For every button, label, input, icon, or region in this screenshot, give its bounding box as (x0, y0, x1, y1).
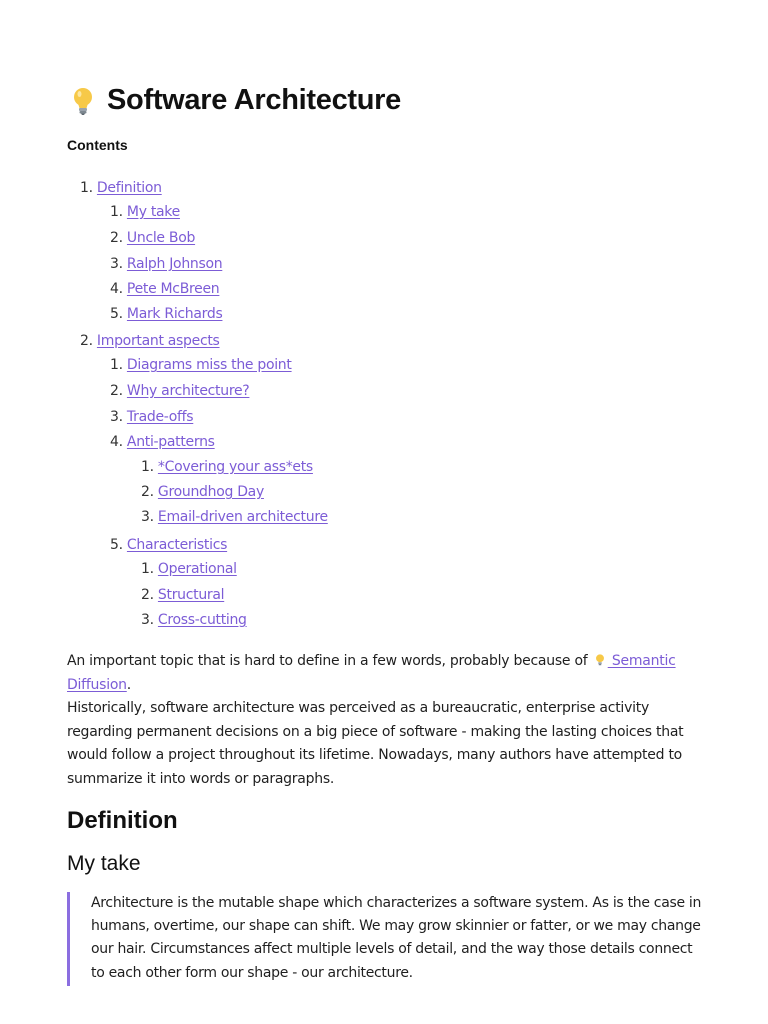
toc-item-number: 1. (80, 180, 93, 196)
toc-item (110, 433, 215, 451)
toc-item-number: 3. (110, 256, 123, 272)
toc-item (110, 280, 219, 298)
toc-link[interactable]: Anti-patterns (126, 434, 215, 450)
toc-item-number: 3. (110, 409, 123, 425)
intro-paragraph-2: Historically, software architecture was perceived as a bureaucratic, enterprise activity regarding permanent decisions on a big piece of software - making the lasting choices that would follow a project throughout its lifetime. Nowadays, many authors have attempted to summarize it into words or paragraphs. (67, 700, 684, 787)
blockquote-text: Architecture is the mutable shape which characterizes a software system. As is the case in humans, overtime, our shape can shift. We may grow skinnier or fatter, or we may change our hair. Circumstances affect multiple levels of detail, and the way those details connect to each other form our shape - our architecture. (91, 895, 702, 981)
toc-link[interactable]: Definition (96, 180, 162, 196)
toc-item-number: 2. (110, 230, 123, 246)
toc-item-number: 2. (110, 383, 123, 399)
toc-item (110, 536, 227, 554)
toc-item-number: 4. (110, 434, 123, 450)
contents-label: Contents (67, 137, 128, 153)
toc-item-number: 5. (110, 306, 123, 322)
toc-item (80, 332, 220, 350)
toc-item-number: 2. (141, 484, 154, 500)
section-heading-definition: Definition (67, 807, 178, 834)
toc-link[interactable]: Diagrams miss the point (126, 357, 292, 373)
toc-item-number: 5. (110, 537, 123, 553)
semantic-diffusion-link[interactable]: Semantic Diffusion (67, 653, 676, 693)
intro-text-end: . (126, 676, 131, 693)
toc-link[interactable]: My take (126, 204, 180, 220)
toc-link[interactable]: Pete McBreen (126, 281, 220, 297)
toc-link[interactable]: Groundhog Day (157, 484, 264, 500)
toc-link[interactable]: Cross-cutting (157, 612, 247, 628)
toc-item (110, 255, 222, 273)
toc-item (141, 483, 264, 501)
toc-item-number: 3. (141, 509, 154, 525)
toc-link[interactable]: Characteristics (126, 537, 228, 553)
toc-item-number: 1. (110, 204, 123, 220)
intro-text: An important topic that is hard to define in a few words, probably because of (67, 653, 592, 669)
lightbulb-icon (593, 653, 607, 667)
toc-item (80, 179, 162, 197)
toc-item-number: 3. (141, 612, 154, 628)
toc-item-number: 2. (141, 587, 154, 603)
toc-item-number: 1. (141, 561, 154, 577)
toc-item (110, 408, 193, 426)
toc-link[interactable]: Operational (157, 561, 237, 577)
toc-link[interactable]: Uncle Bob (126, 230, 196, 246)
toc-item (110, 229, 195, 247)
toc-item (141, 508, 328, 526)
toc-link[interactable]: Why architecture? (126, 383, 250, 399)
toc-item (110, 203, 180, 221)
toc-item (141, 560, 237, 578)
toc-link[interactable]: Email-driven architecture (157, 509, 328, 525)
page-title-text: Software Architecture (107, 84, 401, 116)
toc-item (141, 611, 247, 629)
toc-link[interactable]: Ralph Johnson (126, 256, 223, 272)
toc-item (110, 305, 222, 323)
toc-item-number: 4. (110, 281, 123, 297)
toc-item (110, 382, 249, 400)
intro-paragraph-1 (67, 650, 707, 697)
toc-item-number: 2. (80, 333, 93, 349)
toc-item-number: 1. (110, 357, 123, 373)
subsection-heading-my-take: My take (67, 852, 141, 875)
toc-item (110, 356, 292, 374)
toc-item-number: 1. (141, 459, 154, 475)
toc-link[interactable]: Trade-offs (126, 409, 194, 425)
blockquote (67, 892, 707, 986)
toc-link[interactable]: Important aspects (96, 333, 220, 349)
toc-link[interactable]: Structural (157, 587, 225, 603)
toc-link[interactable]: *Covering your ass*ets (157, 459, 313, 475)
toc-link[interactable]: Mark Richards (126, 306, 223, 322)
toc-item (141, 586, 224, 604)
toc-item (141, 458, 313, 476)
